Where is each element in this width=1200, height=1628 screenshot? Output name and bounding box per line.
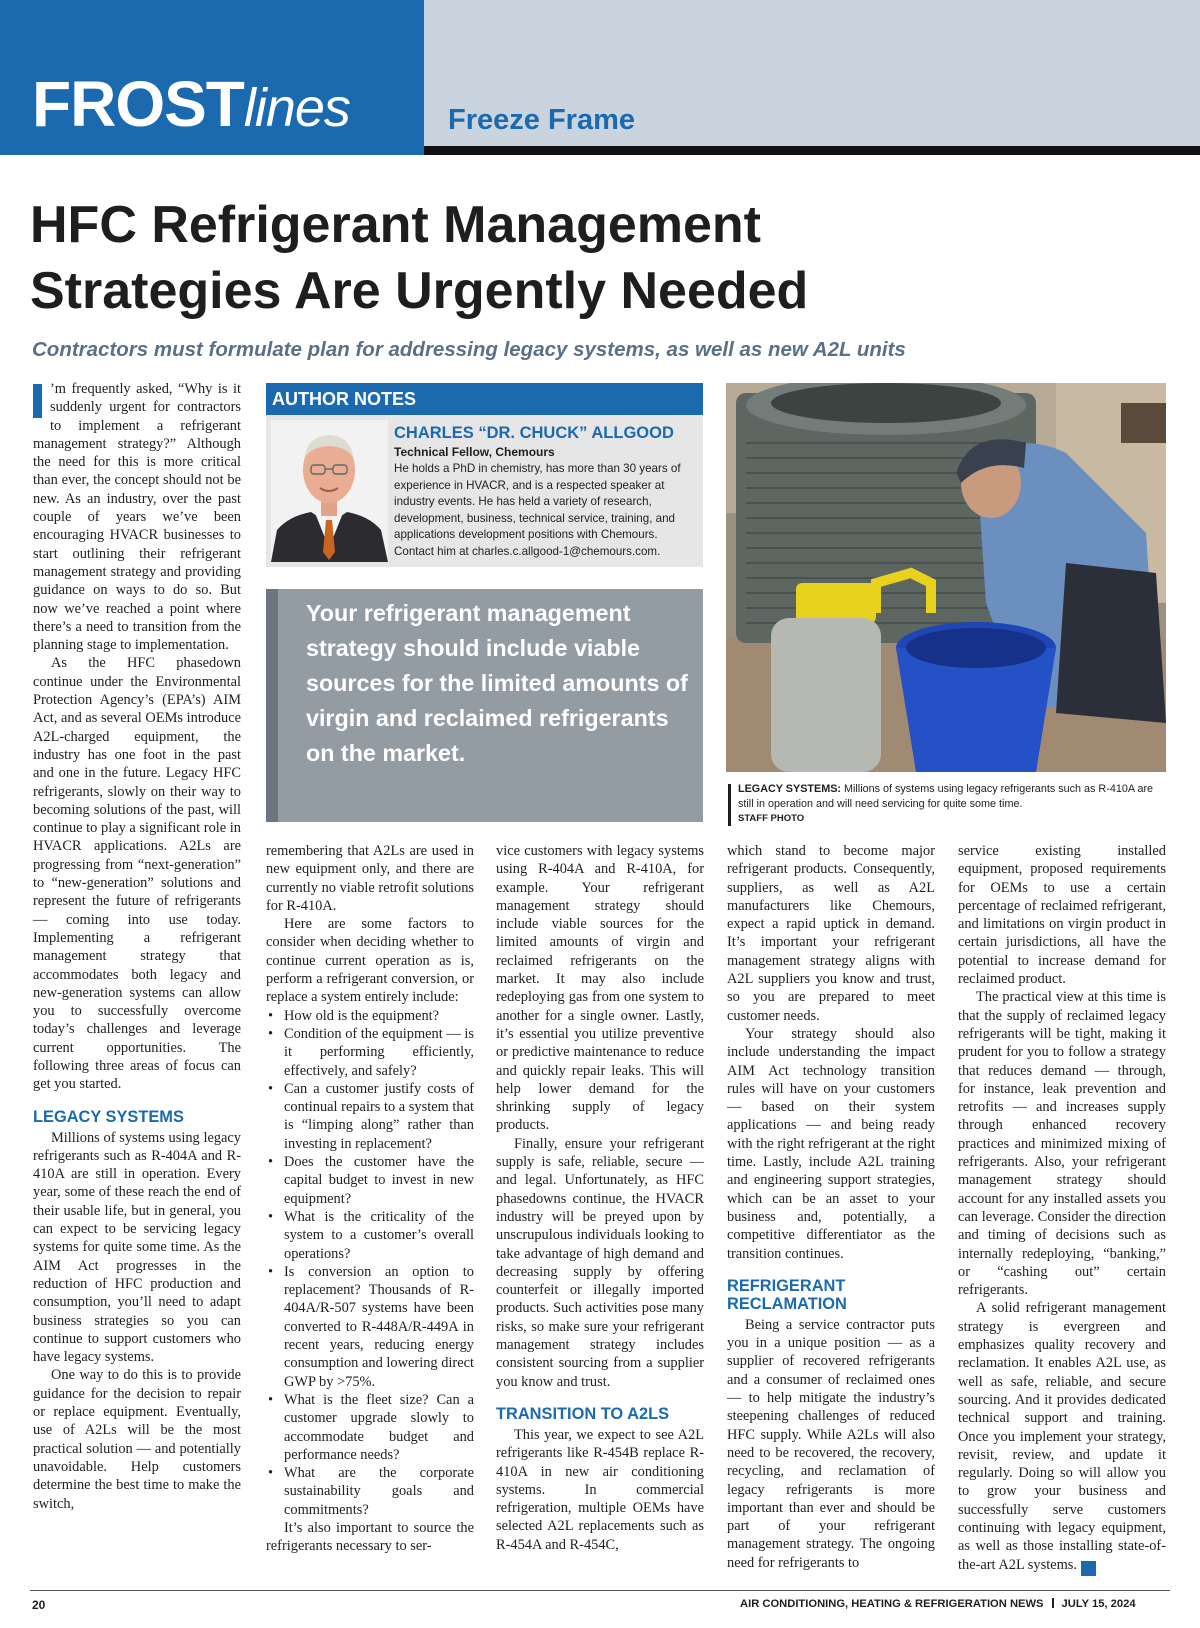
pull-quote: Your refrigerant management strategy should include viable sources for the limited amounts of virgin and reclaimed refrigerants on the market. <box>306 600 688 766</box>
paragraph: Here are some factors to consider when deciding whether to continue current operation as is, perform a refrigerant conversion, or replace a system entirely include: <box>266 916 474 1006</box>
list-item: • What is the fleet size? Can a customer upgrade slowly to accommodate budget and performance needs? <box>266 1391 474 1464</box>
paragraph: The practical view at this time is that the supply of reclaimed legacy refrigerants will be tight, making it prudent for you to follow a strategy that reduces demand — through, for instance, leak prevention and retrofits — and increases supply through enhanced recovery practices and minimized mixing of refrigerants. Also, your refrigerant management strategy should account for any installed assets you can leverage. Consider the direction and timing of decisions such as internally redeploying, “banking,” or “cashing out” certain refrigerants. <box>958 989 1166 1299</box>
headline <box>30 192 1180 324</box>
paragraph: This year, we expect to see A2L refrigerants like R-454B replace R-410A in new air conditioning systems. In commercial refrigeration, multiple OEMs have selected A2L replacements such as R-454A and R-454C, <box>496 1426 704 1553</box>
publication-name: AIR CONDITIONING, HEATING & REFRIGERATION NEWS <box>740 1598 1044 1610</box>
column-5 <box>958 842 1166 1576</box>
paragraph: One way to do this is to provide guidance for the decision to repair or replace equipment. Eventually, use of A2Ls will be the most practical solution — and potentially unavoidable. Help customers determine the best time to make the switch, <box>33 1367 241 1512</box>
subhead-reclamation: REFRIGERANT RECLAMATION <box>727 1276 847 1313</box>
author-notes-label: AUTHOR NOTES <box>266 383 703 415</box>
paragraph: vice customers with legacy systems using R-404A and R-410A, for example. Your refrigerant management strategy should include viable sources for the limited amounts of virgin and reclaimed refrigerants on the market. It may also include redeploying gas from one system to another for a single owner. Lastly, it’s essential you utilize preventive or predictive maintenance to reduce and quickly repair leaks. This will help lower demand for the shrinking supply of legacy products. <box>496 843 704 1134</box>
paragraph: Being a service contractor puts you in a unique position — as a supplier of recovered refrigerants and a consumer of reclaimed ones — to help mitigate the industry’s steepening challenges of reduced HFC supply. While A2Ls will also need to be recovered, the recovery, recycling, and reclamation of legacy refrigerants is more important than ever and should be part of your refrigerant management strategy. The ongoing need for refrigerants to <box>727 1316 935 1571</box>
drop-cap <box>33 384 42 418</box>
frostlines-logo <box>32 68 350 140</box>
author-role: Technical Fellow, Chemours <box>394 445 555 459</box>
deck: Contractors must formulate plan for addressing legacy systems, as well as new A2L units <box>32 338 906 361</box>
paragraph: Your strategy should also include understanding the impact AIM Act technology transition rules will have on your customers — based on their system applications — and being ready with the right refrigerant at the right time. Lastly, include A2L training and engineering support strategies, which can be an asset to your business and, potentially, a competitive differentiator as the transition continues. <box>727 1025 935 1262</box>
author-name: CHARLES “DR. CHUCK” ALLGOOD <box>394 424 674 442</box>
end-of-story-mark: N <box>1081 1561 1096 1576</box>
paragraph: which stand to become major refrigerant products. Consequently, suppliers, as well as A2L manufacturers like Chemours, expect a rapid uptick in demand. It’s important your refrigerant management strategy aligns with A2L suppliers you know and trust, so you are prepared to meet customer needs. <box>727 843 935 1024</box>
paragraph: As the HFC phasedown continue under the Environmental Protection Agency’s (EPA’s) AIM Act, and as several OEMs introduce A2L-charged equipment, the industry has one foot in the past and one in the future. Legacy HFC refrigerants, slowly on their way to becoming solutions of the past, will continue to play a significant role in HVACR applications. A2Ls are progressing from “next-generation” to “new-generation” solutions and represent the future of refrigerants — coming into use today. Implementing a refrigerant management strategy that accommodates both legacy and new-generation systems can allow you to successfully overcome today’s challenges and leverage current opportunities. The following three areas of focus can get you started. <box>33 655 241 1093</box>
paragraph: Finally, ensure your refrigerant supply is safe, reliable, secure — and legal. Unfortunately, as HFC phasedowns continue, the HVACR industry will be preyed upon by unscrupulous individuals looking to take advantage of high demand and decreasing supply by offering counterfeit or illegally imported products. Such activities pose many risks, so make sure your refrigerant management strategy includes consistent sourcing from a supplier you know and trust. <box>496 1135 704 1390</box>
page-number: 20 <box>32 1598 46 1612</box>
technician-photo <box>726 383 1166 772</box>
caption-accent <box>728 784 731 826</box>
list-item: • Does the customer have the capital budget to invest in new equipment? <box>266 1153 474 1208</box>
photo-credit: STAFF PHOTO <box>738 813 805 824</box>
list-item: • Condition of the equipment — is it performing efficiently, effectively, and safely? <box>266 1025 474 1080</box>
paragraph: remembering that A2Ls are used in new equipment only, and there are currently no viable retrofit solutions for R-410A. <box>266 843 474 914</box>
section-title: Freeze Frame <box>448 104 635 136</box>
author-bio: He holds a PhD in chemistry, has more than 30 years of experience in HVACR, and is a respected speaker at industry events. He has held a variety of research, development, business, technical service, training, and applications development positions with Chemours. Contact him at charles.c.allgood-1@chemours.com. <box>394 462 681 558</box>
issue-date: JULY 15, 2024 <box>1061 1598 1136 1610</box>
footer-separator <box>1052 1598 1054 1608</box>
list-item: • Is conversion an option to replacement? Thousands of R-404A/R-507 systems have been converted to R-448A/R-449A in recent years, reducing energy consumption and lowering direct GWP by >75%. <box>266 1263 474 1391</box>
section-rule <box>424 146 1200 155</box>
caption-label: LEGACY SYSTEMS: <box>738 783 841 795</box>
column-2 <box>266 842 474 1556</box>
logo-bold: FROST <box>32 68 244 140</box>
column-3 <box>496 842 704 1554</box>
photo-caption <box>738 782 1168 812</box>
paragraph: ’m frequently asked, “Why is it suddenly urgent for contractors to implement a refrigerant management strategy?” Although the need for this is more critical than ever, the concept should not be new. As an industry, over the past couple of years we’ve been encouraging HVACR businesses to start outlining their refrigerant management strategy and providing guidance on ways to do so. But now we’ve reached a point where there’s a need to transition from the planning stage to implementation. <box>33 381 241 654</box>
list-item: • Can a customer justify costs of continual repairs to a system that is “limping along” rather than investing in replacement? <box>266 1080 474 1153</box>
headline-line-2: Strategies Are Urgently Needed <box>30 262 809 320</box>
footer-publication <box>740 1598 1136 1610</box>
paragraph: service existing installed equipment, proposed requirements for OEMs to use a certain percentage of reclaimed refrigerant, and limitations on virgin product in certain jurisdictions, all have the potential to increase demand for reclaimed product. <box>958 843 1166 988</box>
paragraph: It’s also important to source the refrigerants necessary to ser- <box>266 1519 474 1555</box>
logo-italic: lines <box>243 78 350 138</box>
list-item: • How old is the equipment? <box>266 1007 474 1025</box>
column-1 <box>33 380 241 1513</box>
subhead-transition: TRANSITION TO A2LS <box>496 1404 670 1423</box>
headline-line-1: HFC Refrigerant Management <box>30 196 761 254</box>
caption-text: Millions of systems using legacy refrigerants such as R-410A are still in operation and will need servicing for quite some time. <box>738 783 1154 810</box>
paragraph: A solid refrigerant management strategy is evergreen and emphasizes quality recovery and reclamation. It enables A2L use, as well as safe, reliable, and secure sourcing. And it provides dedicated technical support and training. Once you implement your strategy, revisit, review, and update it regularly. Doing so will allow you to grow your business and successfully serve customers continuing with legacy equipment, as well as those installing state-of-the-art A2L systems. N <box>958 1300 1166 1574</box>
paragraph: Millions of systems using legacy refrigerants such as R-404A and R-410A are still in operation. Every year, some of these reach the end of their usable life, but in general, you can expect to be servicing legacy systems for quite some time. As the AIM Act progresses in the reduction of HFC production and consumption, you’ll need to adapt business strategies so you can continue to support customers who have legacy systems. <box>33 1129 241 1366</box>
list-item: • What are the corporate sustainability goals and commitments? <box>266 1464 474 1519</box>
pull-quote-accent <box>266 589 278 822</box>
subhead-legacy-systems: LEGACY SYSTEMS <box>33 1107 184 1126</box>
column-4 <box>727 842 935 1572</box>
factors-list <box>266 1007 474 1519</box>
list-item: • What is the criticality of the system to a customer’s overall operations? <box>266 1208 474 1263</box>
footer-rule <box>30 1590 1170 1591</box>
author-headshot <box>271 420 388 562</box>
